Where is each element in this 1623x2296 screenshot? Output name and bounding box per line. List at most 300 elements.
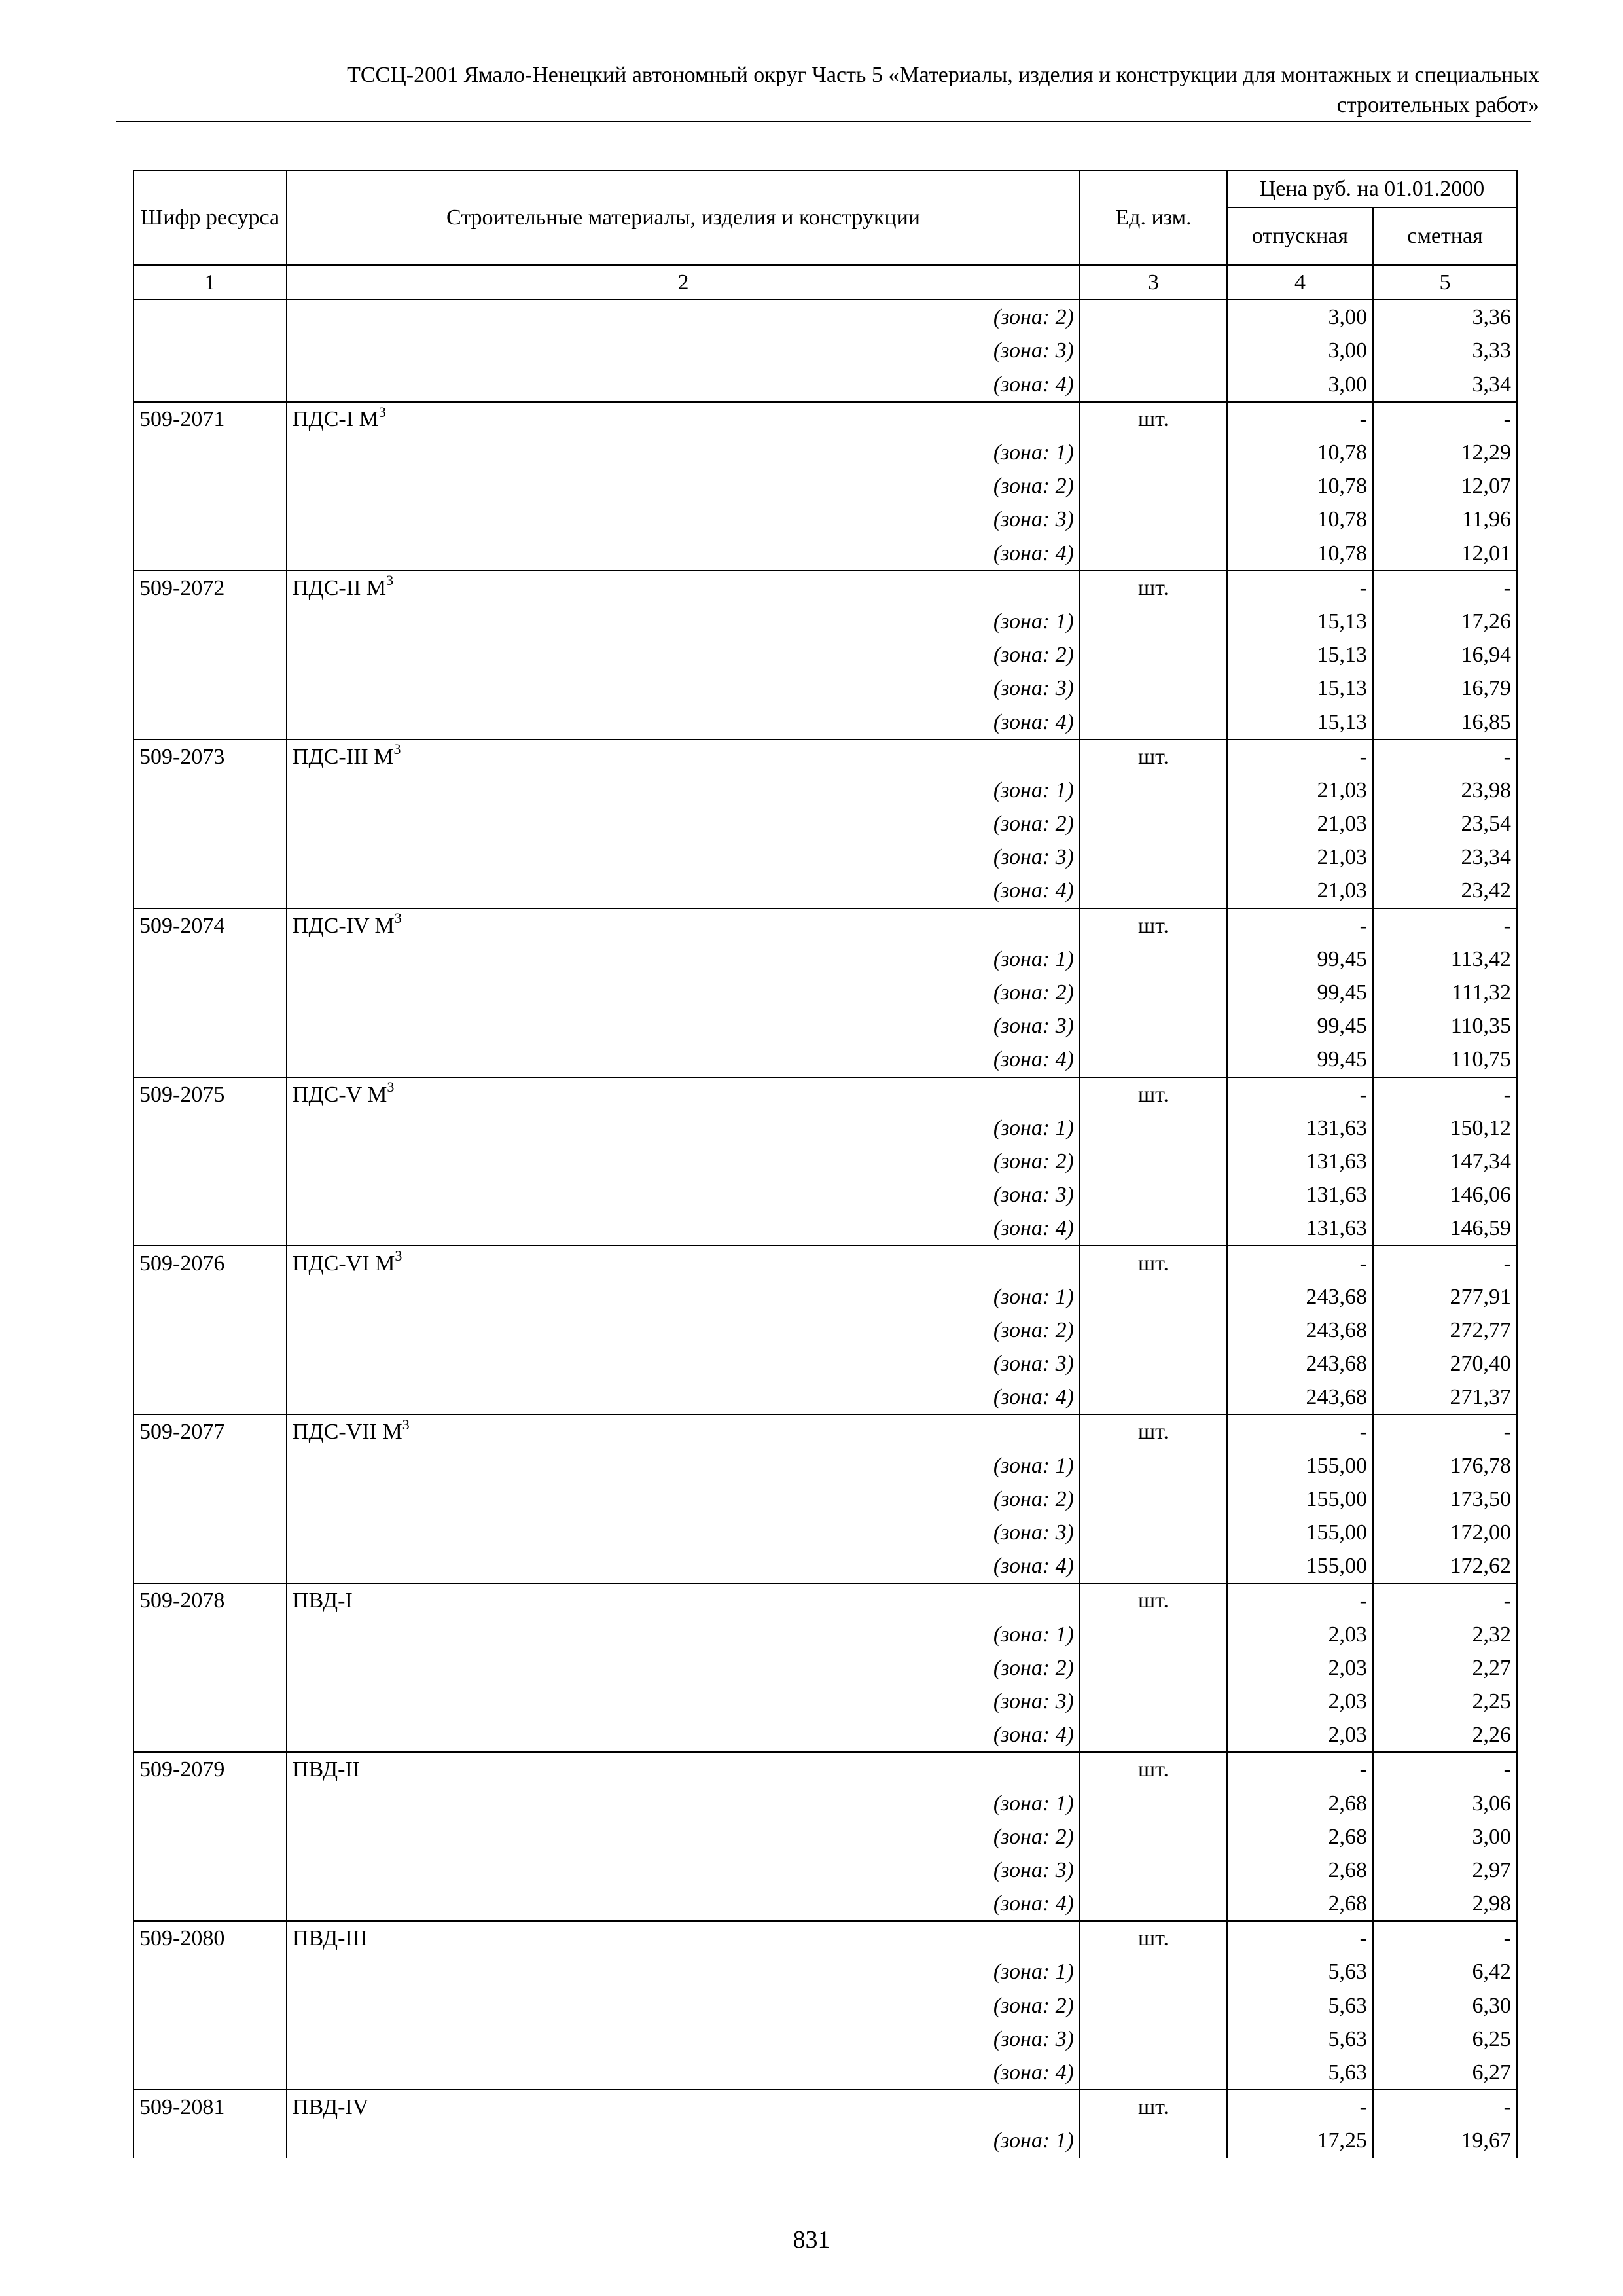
zone-label-text: (зона: 2) <box>993 1993 1074 2018</box>
release-price: 5,63 <box>1227 2022 1373 2056</box>
resource-code-text: 509-2079 <box>139 1757 225 1782</box>
unit-of-measure <box>1080 1043 1227 1077</box>
resource-code <box>134 672 287 705</box>
zone-label <box>287 1989 1080 2022</box>
estimate-price: 2,98 <box>1373 1887 1517 1921</box>
table-row <box>134 807 1517 840</box>
release-price: - <box>1227 1583 1373 1617</box>
zone-label <box>287 1516 1080 1549</box>
zone-label-text: (зона: 3) <box>993 1520 1074 1545</box>
table-row <box>134 368 1517 402</box>
resource-code <box>134 1414 287 1448</box>
unit-exponent: 3 <box>386 572 394 589</box>
release-price: 21,03 <box>1227 807 1373 840</box>
unit-of-measure: шт. <box>1080 1583 1227 1617</box>
estimate-price: 23,34 <box>1373 840 1517 874</box>
unit-of-measure <box>1080 469 1227 503</box>
zone-label <box>287 840 1080 874</box>
unit-of-measure: шт. <box>1080 1246 1227 1280</box>
unit-of-measure: шт. <box>1080 2090 1227 2124</box>
zone-label-text: (зона: 3) <box>993 2026 1074 2051</box>
release-price: 5,63 <box>1227 1989 1373 2022</box>
table-row <box>134 740 1517 774</box>
table-row <box>134 1718 1517 1752</box>
resource-code-text: 509-2081 <box>139 2095 225 2120</box>
col-number-4: 4 <box>1227 265 1373 300</box>
zone-label-text: (зона: 1) <box>993 1453 1074 1478</box>
release-price: 5,63 <box>1227 2056 1373 2090</box>
col-number-5: 5 <box>1373 265 1517 300</box>
estimate-price: 12,07 <box>1373 469 1517 503</box>
unit-of-measure <box>1080 2022 1227 2056</box>
zone-label <box>287 1887 1080 1921</box>
resource-code <box>134 1211 287 1246</box>
zone-label-text: (зона: 4) <box>993 709 1074 734</box>
unit-of-measure <box>1080 942 1227 976</box>
table-row <box>134 1618 1517 1651</box>
estimate-price: - <box>1373 1077 1517 1111</box>
resource-code <box>134 1854 287 1887</box>
release-price: 21,03 <box>1227 774 1373 807</box>
unit-of-measure <box>1080 1685 1227 1718</box>
table-row <box>134 2022 1517 2056</box>
release-price: 243,68 <box>1227 1380 1373 1414</box>
material-name-text: ПДС-V М <box>293 1082 387 1107</box>
resource-code <box>134 1246 287 1280</box>
estimate-price: 11,96 <box>1373 503 1517 536</box>
zone-label <box>287 2022 1080 2056</box>
unit-of-measure <box>1080 1887 1227 1921</box>
resource-code <box>134 2022 287 2056</box>
zone-label-text: (зона: 1) <box>993 1622 1074 1647</box>
zone-label-text: (зона: 2) <box>993 980 1074 1005</box>
unit-exponent: 3 <box>378 403 386 420</box>
material-name <box>287 1246 1080 1280</box>
estimate-price: 16,94 <box>1373 638 1517 672</box>
resource-code <box>134 740 287 774</box>
zone-label <box>287 300 1080 334</box>
resource-code <box>134 1043 287 1077</box>
estimate-price: 176,78 <box>1373 1449 1517 1482</box>
resource-code <box>134 1549 287 1583</box>
zone-label-text: (зона: 1) <box>993 609 1074 634</box>
zone-label-text: (зона: 4) <box>993 1385 1074 1410</box>
material-name <box>287 1921 1080 1955</box>
material-name-text: ПВД-I <box>293 1588 353 1613</box>
resource-code <box>134 1009 287 1043</box>
release-price: 131,63 <box>1227 1211 1373 1246</box>
col-header-release: отпускная <box>1227 207 1373 265</box>
table-row <box>134 605 1517 638</box>
resource-code <box>134 1651 287 1685</box>
zone-label-text: (зона: 1) <box>993 1115 1074 1140</box>
estimate-price: - <box>1373 1414 1517 1448</box>
resource-code-text: 509-2074 <box>139 913 225 938</box>
material-name <box>287 740 1080 774</box>
table-row <box>134 334 1517 367</box>
table-row <box>134 908 1517 942</box>
release-price: 17,25 <box>1227 2124 1373 2157</box>
material-name-text: ПДС-I М <box>293 406 379 431</box>
table-row <box>134 469 1517 503</box>
release-price: 2,03 <box>1227 1651 1373 1685</box>
table-row <box>134 1921 1517 1955</box>
table-row <box>134 1955 1517 1988</box>
resource-code-text: 509-2080 <box>139 1926 225 1951</box>
release-price: - <box>1227 1752 1373 1786</box>
zone-label <box>287 334 1080 367</box>
estimate-price: 2,32 <box>1373 1618 1517 1651</box>
release-price: 2,03 <box>1227 1718 1373 1752</box>
unit-of-measure <box>1080 1145 1227 1178</box>
table-row <box>134 1752 1517 1786</box>
material-name-text: ПДС-VII М <box>293 1420 402 1444</box>
material-name <box>287 908 1080 942</box>
resource-code-text: 509-2073 <box>139 744 225 769</box>
resource-code <box>134 2090 287 2124</box>
unit-exponent: 3 <box>402 1416 410 1433</box>
col-number-3: 3 <box>1080 265 1227 300</box>
zone-label-text: (зона: 3) <box>993 507 1074 532</box>
release-price: 5,63 <box>1227 1955 1373 1988</box>
resource-code <box>134 1178 287 1211</box>
estimate-price: 3,34 <box>1373 368 1517 402</box>
resource-code <box>134 638 287 672</box>
unit-of-measure: шт. <box>1080 402 1227 436</box>
release-price: 2,68 <box>1227 1854 1373 1887</box>
estimate-price: 3,33 <box>1373 334 1517 367</box>
resource-code <box>134 1111 287 1145</box>
resource-code <box>134 605 287 638</box>
unit-of-measure <box>1080 840 1227 874</box>
estimate-price: - <box>1373 1752 1517 1786</box>
zone-label-text: (зона: 3) <box>993 338 1074 363</box>
table-row <box>134 402 1517 436</box>
zone-label-text: (зона: 4) <box>993 1047 1074 1072</box>
table-row <box>134 1887 1517 1921</box>
unit-of-measure <box>1080 436 1227 469</box>
release-price: 10,78 <box>1227 537 1373 571</box>
zone-label-text: (зона: 2) <box>993 1486 1074 1511</box>
zone-label-text: (зона: 3) <box>993 676 1074 701</box>
zone-label-text: (зона: 2) <box>993 1149 1074 1174</box>
release-price: 10,78 <box>1227 503 1373 536</box>
resource-code <box>134 840 287 874</box>
zone-label-text: (зона: 4) <box>993 1216 1074 1241</box>
zone-label-text: (зона: 1) <box>993 946 1074 971</box>
material-name <box>287 1077 1080 1111</box>
resource-code <box>134 1685 287 1718</box>
unit-of-measure: шт. <box>1080 571 1227 605</box>
resource-code <box>134 469 287 503</box>
resource-code <box>134 300 287 334</box>
resource-code-text: 509-2078 <box>139 1588 225 1613</box>
release-price: 21,03 <box>1227 840 1373 874</box>
unit-exponent: 3 <box>393 741 401 758</box>
zone-label <box>287 1482 1080 1516</box>
material-name-text: ПВД-III <box>293 1926 368 1951</box>
zone-label-text: (зона: 1) <box>993 1960 1074 1984</box>
material-name-text: ПВД-II <box>293 1757 361 1782</box>
resource-code-text: 509-2071 <box>139 406 225 431</box>
resource-code <box>134 874 287 908</box>
estimate-price: - <box>1373 1921 1517 1955</box>
unit-of-measure <box>1080 1111 1227 1145</box>
unit-of-measure <box>1080 638 1227 672</box>
unit-of-measure <box>1080 537 1227 571</box>
estimate-price: 16,79 <box>1373 672 1517 705</box>
release-price: - <box>1227 1246 1373 1280</box>
zone-label-text: (зона: 3) <box>993 1183 1074 1208</box>
resource-code <box>134 1280 287 1314</box>
price-table <box>133 170 1518 2158</box>
resource-code <box>134 1583 287 1617</box>
estimate-price: 146,06 <box>1373 1178 1517 1211</box>
zone-label-text: (зона: 3) <box>993 1689 1074 1713</box>
estimate-price: 147,34 <box>1373 1145 1517 1178</box>
unit-of-measure <box>1080 334 1227 367</box>
material-name <box>287 571 1080 605</box>
unit-of-measure <box>1080 976 1227 1009</box>
material-name <box>287 1583 1080 1617</box>
estimate-price: 3,36 <box>1373 300 1517 334</box>
release-price: 155,00 <box>1227 1516 1373 1549</box>
release-price: 15,13 <box>1227 672 1373 705</box>
estimate-price: 23,54 <box>1373 807 1517 840</box>
zone-label <box>287 436 1080 469</box>
resource-code <box>134 1516 287 1549</box>
resource-code <box>134 807 287 840</box>
release-price: 3,00 <box>1227 300 1373 334</box>
release-price: 2,68 <box>1227 1887 1373 1921</box>
unit-of-measure <box>1080 1989 1227 2022</box>
zone-label <box>287 1043 1080 1077</box>
table-row <box>134 840 1517 874</box>
table-row <box>134 1685 1517 1718</box>
unit-of-measure <box>1080 2124 1227 2157</box>
zone-label-text: (зона: 3) <box>993 1352 1074 1376</box>
unit-of-measure <box>1080 672 1227 705</box>
estimate-price: 2,27 <box>1373 1651 1517 1685</box>
table-row <box>134 1786 1517 1820</box>
estimate-price: - <box>1373 1246 1517 1280</box>
estimate-price: 17,26 <box>1373 605 1517 638</box>
resource-code <box>134 1820 287 1854</box>
resource-code <box>134 503 287 536</box>
table-row <box>134 672 1517 705</box>
release-price: 10,78 <box>1227 436 1373 469</box>
estimate-price: 277,91 <box>1373 1280 1517 1314</box>
resource-code <box>134 436 287 469</box>
unit-of-measure <box>1080 774 1227 807</box>
col-number-2: 2 <box>287 265 1080 300</box>
col-number-1: 1 <box>134 265 287 300</box>
zone-label <box>287 1347 1080 1380</box>
estimate-price: 23,42 <box>1373 874 1517 908</box>
table-row <box>134 1989 1517 2022</box>
table-row <box>134 774 1517 807</box>
col-header-name: Строительные материалы, изделия и конструкции <box>287 171 1080 265</box>
zone-label-text: (зона: 4) <box>993 372 1074 397</box>
resource-code <box>134 1449 287 1482</box>
zone-label <box>287 1280 1080 1314</box>
zone-label <box>287 1651 1080 1685</box>
zone-label <box>287 774 1080 807</box>
release-price: 21,03 <box>1227 874 1373 908</box>
material-name <box>287 2090 1080 2124</box>
resource-code <box>134 908 287 942</box>
unit-of-measure <box>1080 1211 1227 1246</box>
unit-of-measure <box>1080 1854 1227 1887</box>
resource-code <box>134 2124 287 2157</box>
zone-label <box>287 1854 1080 1887</box>
unit-of-measure <box>1080 300 1227 334</box>
table-row <box>134 1043 1517 1077</box>
zone-label <box>287 1314 1080 1347</box>
release-price: 155,00 <box>1227 1449 1373 1482</box>
table-row <box>134 1314 1517 1347</box>
estimate-price: 6,25 <box>1373 2022 1517 2056</box>
unit-of-measure: шт. <box>1080 1752 1227 1786</box>
unit-exponent: 3 <box>394 910 402 927</box>
resource-code <box>134 1752 287 1786</box>
unit-exponent: 3 <box>387 1079 395 1096</box>
table-row <box>134 2090 1517 2124</box>
table-row <box>134 1077 1517 1111</box>
resource-code <box>134 402 287 436</box>
table-row <box>134 874 1517 908</box>
estimate-price: 6,42 <box>1373 1955 1517 1988</box>
table-row <box>134 1211 1517 1246</box>
col-header-price: Цена руб. на 01.01.2000 <box>1227 171 1517 207</box>
resource-code <box>134 1314 287 1347</box>
zone-label-text: (зона: 1) <box>993 440 1074 465</box>
release-price: 3,00 <box>1227 368 1373 402</box>
resource-code-text: 509-2075 <box>139 1082 225 1107</box>
resource-code <box>134 1380 287 1414</box>
resource-code <box>134 1482 287 1516</box>
release-price: 99,45 <box>1227 976 1373 1009</box>
estimate-price: 12,01 <box>1373 537 1517 571</box>
material-name <box>287 1752 1080 1786</box>
release-price: 10,78 <box>1227 469 1373 503</box>
estimate-price: 271,37 <box>1373 1380 1517 1414</box>
zone-label-text: (зона: 4) <box>993 1892 1074 1916</box>
zone-label <box>287 2056 1080 2090</box>
estimate-price: - <box>1373 2090 1517 2124</box>
zone-label <box>287 1618 1080 1651</box>
estimate-price: 23,98 <box>1373 774 1517 807</box>
table-row <box>134 300 1517 334</box>
estimate-price: 270,40 <box>1373 1347 1517 1380</box>
estimate-price: - <box>1373 740 1517 774</box>
estimate-price: 110,75 <box>1373 1043 1517 1077</box>
unit-of-measure: шт. <box>1080 740 1227 774</box>
zone-label <box>287 638 1080 672</box>
zone-label-text: (зона: 1) <box>993 1284 1074 1309</box>
zone-label <box>287 1178 1080 1211</box>
zone-label <box>287 807 1080 840</box>
zone-label-text: (зона: 3) <box>993 1014 1074 1039</box>
table-row <box>134 571 1517 605</box>
estimate-price: - <box>1373 908 1517 942</box>
estimate-price: 6,30 <box>1373 1989 1517 2022</box>
zone-label <box>287 942 1080 976</box>
zone-label <box>287 1786 1080 1820</box>
estimate-price: 111,32 <box>1373 976 1517 1009</box>
unit-of-measure <box>1080 1718 1227 1752</box>
unit-of-measure <box>1080 1516 1227 1549</box>
estimate-price: 172,62 <box>1373 1549 1517 1583</box>
unit-of-measure <box>1080 1449 1227 1482</box>
unit-of-measure <box>1080 503 1227 536</box>
resource-code <box>134 2056 287 2090</box>
zone-label-text: (зона: 2) <box>993 643 1074 668</box>
zone-label-text: (зона: 4) <box>993 2060 1074 2085</box>
zone-label-text: (зона: 4) <box>993 541 1074 565</box>
release-price: 15,13 <box>1227 705 1373 739</box>
unit-exponent: 3 <box>395 1247 402 1265</box>
resource-code <box>134 1955 287 1988</box>
table-row <box>134 1414 1517 1448</box>
zone-label <box>287 537 1080 571</box>
estimate-price: - <box>1373 1583 1517 1617</box>
estimate-price: 150,12 <box>1373 1111 1517 1145</box>
release-price: 243,68 <box>1227 1347 1373 1380</box>
resource-code-text: 509-2077 <box>139 1420 225 1444</box>
unit-of-measure <box>1080 874 1227 908</box>
table-row <box>134 1583 1517 1617</box>
header-rule <box>116 121 1531 122</box>
table-row <box>134 1111 1517 1145</box>
release-price: - <box>1227 740 1373 774</box>
resource-code <box>134 942 287 976</box>
zone-label-text: (зона: 2) <box>993 1824 1074 1849</box>
release-price: 15,13 <box>1227 605 1373 638</box>
unit-of-measure <box>1080 1651 1227 1685</box>
zone-label <box>287 2124 1080 2157</box>
material-name-text: ПДС-II М <box>293 575 387 600</box>
resource-code <box>134 1618 287 1651</box>
estimate-price: 6,27 <box>1373 2056 1517 2090</box>
resource-code <box>134 1786 287 1820</box>
table-row <box>134 1347 1517 1380</box>
table-row <box>134 537 1517 571</box>
unit-of-measure: шт. <box>1080 908 1227 942</box>
unit-of-measure <box>1080 1280 1227 1314</box>
material-name-text: ПВД-IV <box>293 2095 369 2120</box>
zone-label <box>287 1111 1080 1145</box>
release-price: 99,45 <box>1227 1009 1373 1043</box>
resource-code <box>134 334 287 367</box>
table-row <box>134 1482 1517 1516</box>
material-name <box>287 402 1080 436</box>
zone-label <box>287 874 1080 908</box>
release-price: 131,63 <box>1227 1145 1373 1178</box>
table-row <box>134 1145 1517 1178</box>
unit-of-measure <box>1080 1618 1227 1651</box>
resource-code <box>134 705 287 739</box>
estimate-price: 110,35 <box>1373 1009 1517 1043</box>
table-row <box>134 436 1517 469</box>
resource-code <box>134 774 287 807</box>
unit-of-measure <box>1080 1314 1227 1347</box>
zone-label <box>287 503 1080 536</box>
zone-label <box>287 368 1080 402</box>
estimate-price: 19,67 <box>1373 2124 1517 2157</box>
table-row <box>134 705 1517 739</box>
estimate-price: 3,00 <box>1373 1820 1517 1854</box>
